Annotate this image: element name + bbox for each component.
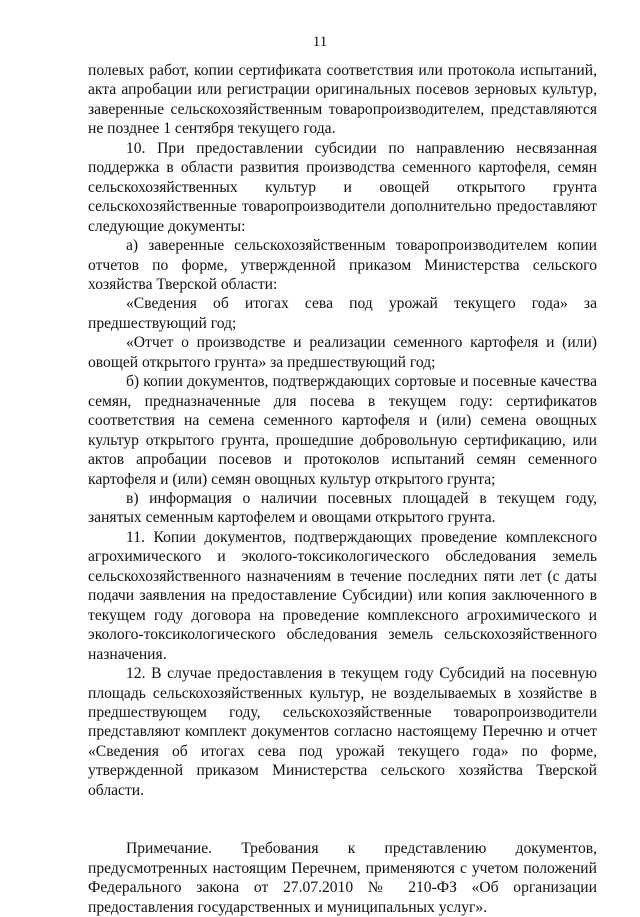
document-body [88, 61, 597, 917]
paragraph-item-10: 10. При предоставлении субсидии по направлению несвязанная поддержка в области развития производства семенного картофеля, семян сельскохозяйственных культур и овощей открытого грунта сельскохозяйственные товаропроизводители дополнительно предоставляют следующие документы: [88, 139, 597, 235]
paragraph-report-sowing: «Сведения об итогах сева под урожай текущего года» за предшествующий год; [88, 295, 597, 332]
paragraph-subitem-b: б) копии документов, подтверждающих сортовые и посевные качества семян, предназначенные для посева в текущем году: сертификатов соответствия на семена семенного картофеля и (или) семена овощных культур открытого грунта, прошедшие добровольную сертификацию, или актов апробации посевов и протоколов испытаний семян семенного картофеля и (или) семян овощных культур открытого грунта; [88, 373, 597, 488]
paragraph-subitem-a: а) заверенные сельскохозяйственным товаропроизводителем копии отчетов по форме, утвержденной приказом Министерства сельского хозяйства Тверской области: [88, 237, 597, 293]
paragraph-item-11: 11. Копии документов, подтверждающих проведение комплексного агрохимического и эколого-токсикологического обследования земель сельскохозяйственного назначениям в течение последних пяти лет (с даты подачи заявления на предоставление Субсидии) или копия заключенного в текущем году договора на проведение комплексного агрохимического и эколого-токсикологического обследования земель сельскохозяйственного назначения. [88, 528, 597, 663]
note-paragraph: Примечание. Требования к представлению документов, предусмотренных настоящим Перечнем, применяются с учетом положений Федерального закона от 27.07.2010 № 210-ФЗ «Об организации предоставления государственных и муниципальных услуг». [88, 840, 597, 916]
paragraph-item-12: 12. В случае предоставления в текущем году Субсидий на посевную площадь сельскохозяйственных культур, не возделываемых в хозяйстве в предшествующем году, сельскохозяйственные товаропроизводители представляют комплект документов согласно настоящему Перечню и отчет «Сведения об итогах сева под урожай текущего года» по форме, утвержденной приказом Министерства сельского хозяйства Тверской области. [88, 665, 597, 799]
page-number: 11 [312, 34, 328, 50]
paragraph-continuation: полевых работ, копии сертификата соответствия или протокола испытаний, акта апробации или регистрации оригинальных посевов зерновых культур, заверенные сельскохозяйственным товаропроизводителем, представляются не позднее 1 сентября текущего года. [88, 62, 597, 138]
paragraph-subitem-v: в) информация о наличии посевных площадей в текущем году, занятых семенным картофелем и овощами открытого грунта. [88, 489, 597, 527]
paragraph-report-production: «Отчет о производстве и реализации семенного картофеля и (или) овощей открытого грунта» за предшествующий год; [88, 334, 597, 371]
